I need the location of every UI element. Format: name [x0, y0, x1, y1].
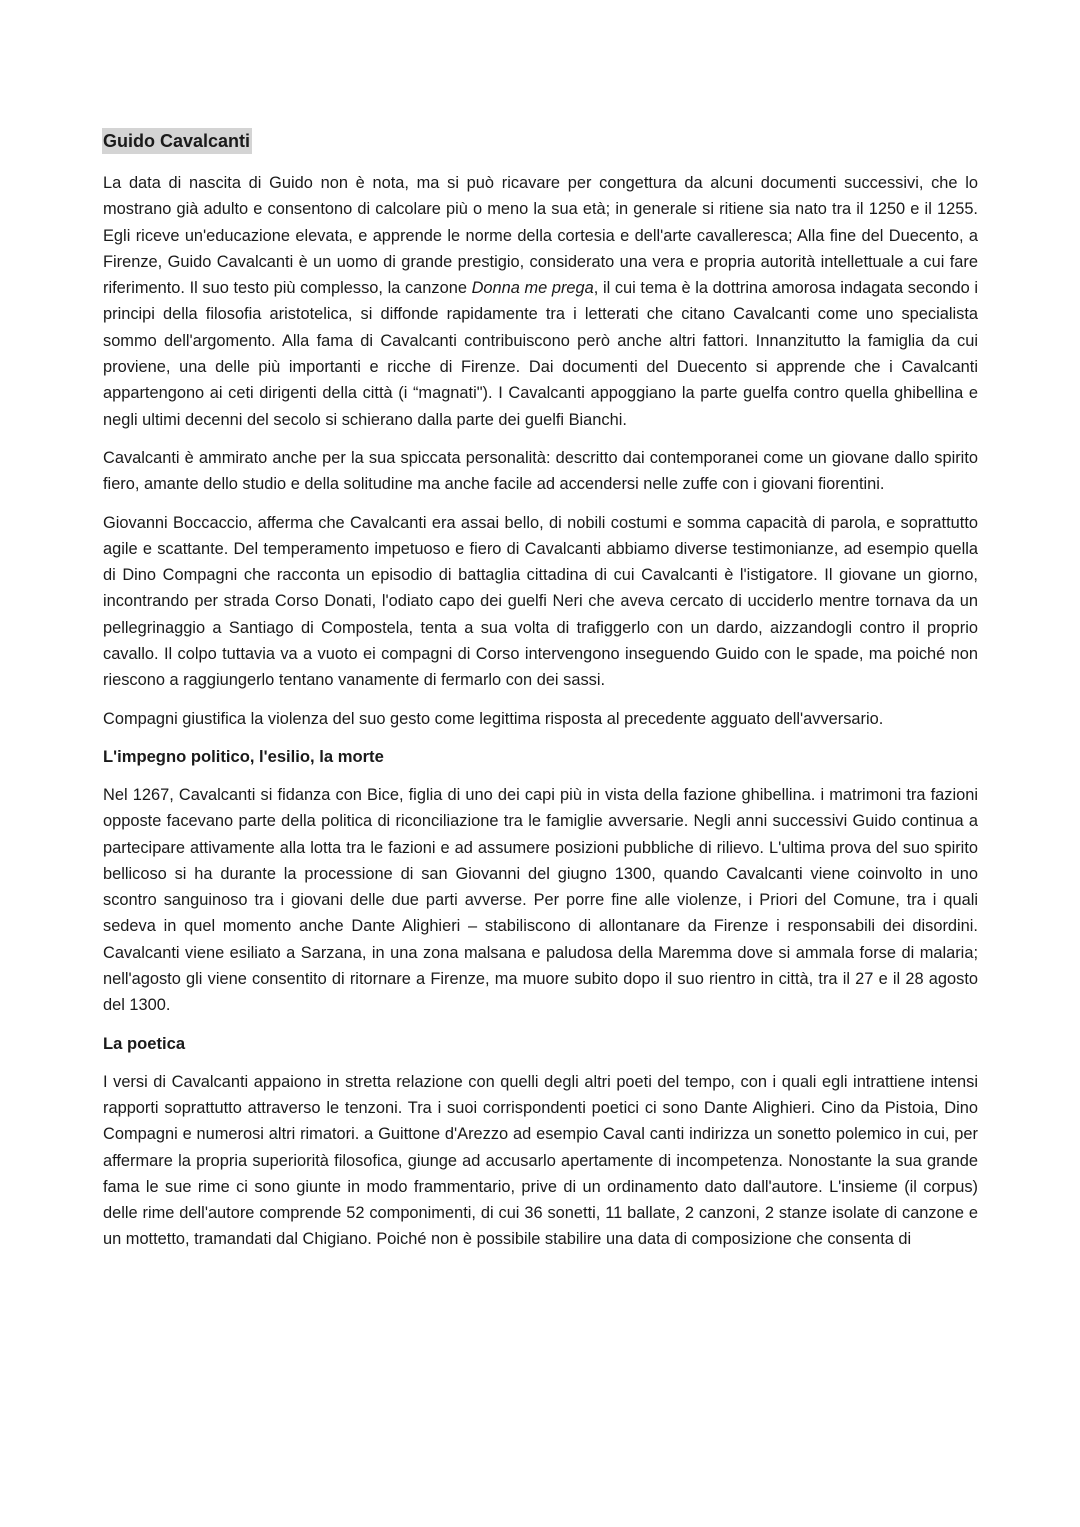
intro-paragraph — [103, 170, 978, 433]
personality-paragraph: Cavalcanti è ammirato anche per la sua spiccata personalità: descritto dai contemporanei come un giovane dallo spirito fiero, amante dello studio e della solitudine ma anche facile ad accendersi nelle zuffe con i giovani fiorentini. — [103, 448, 978, 494]
intro-text-start: La data di nascita di Guido non è nota, ma si può ricavare per congettura da alcuni documenti successivi, che lo mostrano già adulto e consentono di calcolare più o meno la sua età; in generale si ritiene sia nato tra il 1250 e il 1255. Egli riceve un'educazione elevata, e apprende le norme della cortesia e dell'arte cavalleresca; Alla fine del Duecento, a Firenze, Guido Cavalcanti è un uomo di grande prestigio, considerato una vera e propria autorità intellettuale a cui fare riferimento. Il suo testo più complesso, la canzone — [103, 174, 978, 298]
poetics-paragraph: I versi di Cavalcanti appaiono in stretta relazione con quelli degli altri poeti del tempo, con i quali egli intrattiene intensi rapporti soprattutto attraverso le tenzoni. Tra i suoi corrispondenti poetici ci sono Dante Alighieri. Cino da Pistoia, Dino Compagni e numerosi altri rimatori. a Guittone d'Arezzo ad esempio Caval canti indirizza un sonetto polemico in cui, per affermare la propria superiorità filosofica, giunge ad accusarlo apertamente di incompetenza. Nonostante la sua grande fama le sue rime ci sono giunte in modo frammentario, prive di un ordinamento dato dall'autore. L'insieme (il corpus) delle rime dell'autore comprende 52 componimenti, di cui 36 sonetti, 11 ballate, 2 canzoni, 2 stanze isolate di canzone e un mottetto, tramandati dal Chigiano. Poiché non è possibile stabilire una data di composizione che consenta di — [103, 1072, 978, 1249]
section-heading-poetics: La poetica — [103, 1033, 186, 1053]
politics-paragraph: Nel 1267, Cavalcanti si fidanza con Bice, figlia di uno dei capi più in vista della fazione ghibellina. i matrimoni tra fazioni opposte facevano parte della politica di riconciliazione tra le famiglie avversarie. Negli anni successivi Guido continua a partecipare attivamente alla lotta tra le fazioni e ad assumere posizioni pubbliche di rilievo. L'ultima prova del suo spirito bellicoso si ha durante la processione di san Giovanni del giugno 1300, quando Cavalcanti viene coinvolto in uno scontro sanguinoso tra i giovani delle due parti avverse. Per porre fine alle violenze, i Priori del Comune, tra i quali sedeva in quel momento anche Dante Alighieri – stabiliscono di allontanare da Firenze i responsabili dei disordini. Cavalcanti viene esiliato a Sarzana, in una zona malsana e paludosa della Maremma dove si ammala forse di malaria; nell'agosto gli viene consentito di ritornare a Firenze, ma muore subito dopo il suo rientro in città, tra il 27 e il 28 agosto del 1300. — [103, 785, 978, 1015]
section-heading-politics: L'impegno politico, l'esilio, la morte — [103, 746, 384, 766]
boccaccio-paragraph: Giovanni Boccaccio, afferma che Cavalcanti era assai bello, di nobili costumi e somma capacità di parola, e soprattutto agile e scattante. Del temperamento impetuoso e fiero di Cavalcanti abbiamo diverse testimonianze, ad esempio quella di Dino Compagni che racconta un episodio di battaglia cittadina di cui Cavalcanti è l'istigatore. Il giovane un giorno, incontrando per strada Corso Donati, l'odiato capo dei guelfi Neri che aveva cercato di ucciderlo mentre tornava da un pellegrinaggio a Santiago di Compostela, tenta a sua volta di trafiggerlo con un dardo, aizzandogli contro il proprio cavallo. Il colpo tuttavia va a vuoto ei compagni di Corso intervengono inseguendo Guido con le spade, ma poiché non riescono a raggiungerlo tentano vanamente di fermarlo con dei sassi. — [103, 513, 978, 690]
compagni-paragraph: Compagni giustifica la violenza del suo gesto come legittima risposta al precedente agguato dell'avversario. — [103, 709, 884, 728]
intro-text-end: , il cui tema è la dottrina amorosa indagata secondo i principi della filosofia aristotelica, si diffonde rapidamente tra i letterati che citano Cavalcanti come uno specialista sommo dell'argomento. Alla fama di Cavalcanti contribuiscono però anche altri fattori. Innanzitutto la famiglia da cui proviene, una delle più importanti e ricche di Firenze. Dai documenti del Duecento si apprende che i Cavalcanti appartengono ai ceti dirigenti della città (i “magnati"). I Cavalcanti appoggiano la parte guelfa contro quella ghibellina e negli ultimi decenni del secolo si schierano dalla parte dei guelfi Bianchi. — [103, 279, 978, 429]
document-page — [103, 128, 978, 1265]
song-title-emphasis: Donna me prega — [471, 279, 594, 298]
document-title: Guido Cavalcanti — [102, 128, 252, 154]
